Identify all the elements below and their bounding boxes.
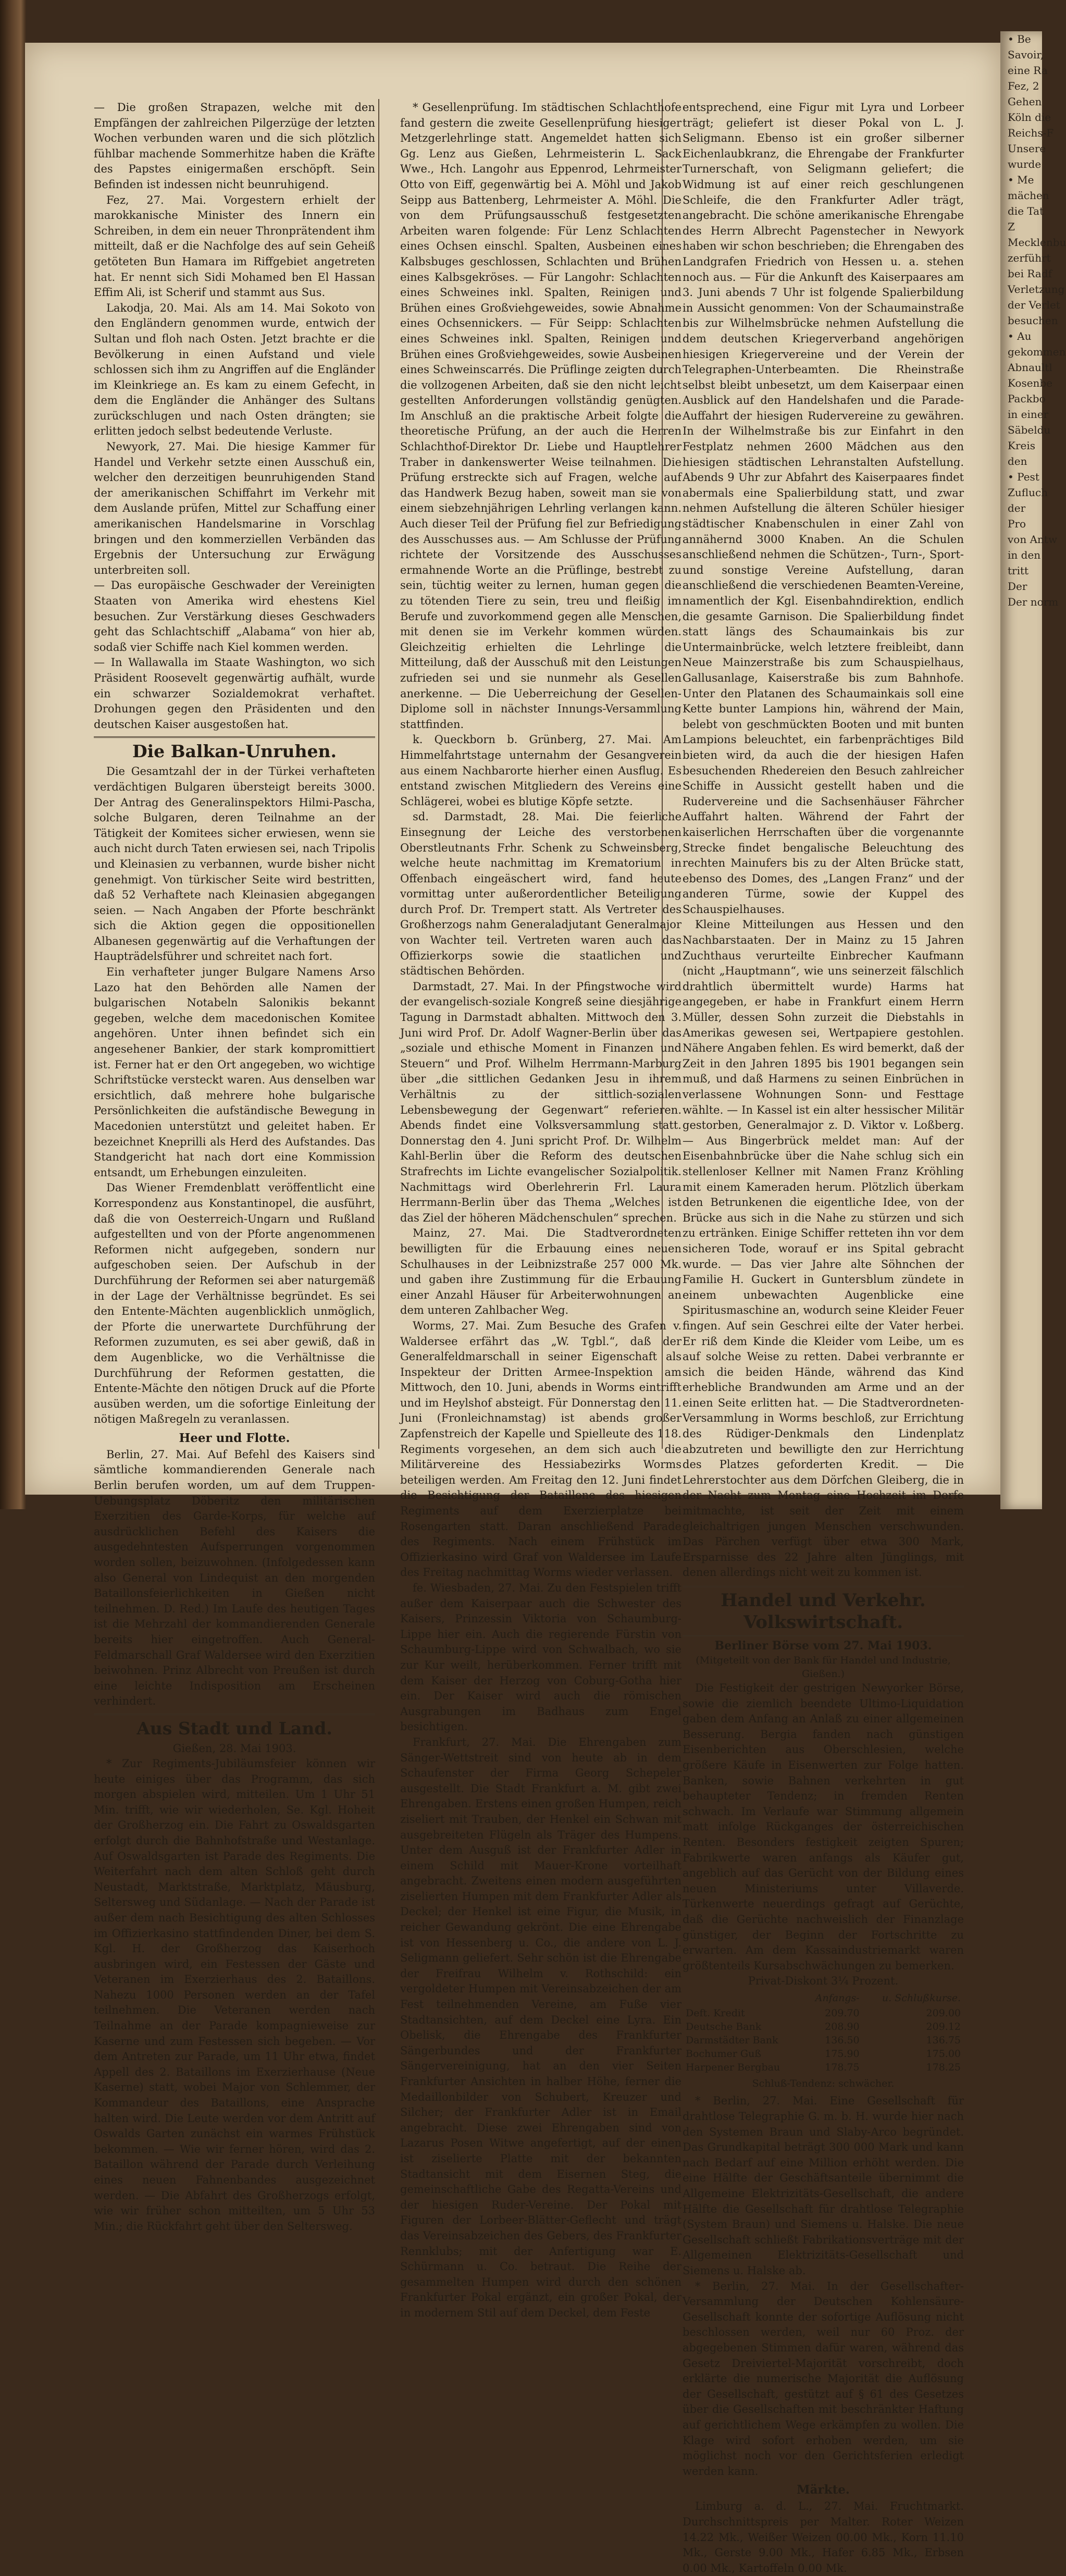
next-page-text-fragment: Savoir,: [1008, 48, 1044, 61]
article-paragraph: Fez, 27. Mai. Vorgestern erhielt der marokkanische Minister des Innern ein Schreiben, in dem ein neuer Thronprätendent ihm mitteilt, daß er die Nachfolge des auf sein Geheiß getöteten Bun Hamara im Riffgebiet angetreten hat. Er nennt sich Sidi Mohamed ben El Hassan Effim Ali, ist Scherif und stammt aus Sus.: [94, 193, 375, 299]
article-paragraph: — Das europäische Geschwader der Vereinigten Staaten von Amerika wird ehestens Kiel besuchen. Zur Verstärkung dieses Geschwaders geht das Schlachtschiff „Alabama“ von hier ab, sodaß vier Schiffe nach Kiel kommen werden.: [94, 579, 375, 654]
next-page-text-fragment: • Me: [1008, 174, 1034, 186]
local-news-dateline: Gießen, 28. Mai 1903.: [172, 1742, 296, 1755]
book-spine: [0, 0, 26, 1509]
opening-price: 178.75: [825, 2061, 860, 2073]
next-page-text-fragment: Mecklenbu: [1008, 236, 1066, 249]
exchange-report-source: (Mitgeteilt von der Bank für Handel und Industrie, Gießen.): [696, 1655, 951, 1680]
article-paragraph: * Zur Regiments-Jubiläumsfeier können wir heute einiges über das Programm, das sich morgen abspielen wird, mitteilen. Um 1 Uhr 51 Min. trifft, wie wir wiederholen, Se. Kgl. Hoheit der Großherzog ein. Die Fahrt zu Oswaldsgarten erfolgt durch die Bahnhofstraße und Westanlage. Auf Oswaldsgarten ist Parade des Regiments. Die Weiterfahrt nach dem alten Schloß geht durch Neustadt, Marktstraße, Marktplatz, Mäusburg, Seltersweg und Südanlage. — Nach der Parade ist außer dem nach Besichtigung des alten Schlosses im Offizierkasino stattfindenden Diner, bei dem S. Kgl. H. der Großherzog das Kaiserhoch ausbringen wird, ein Festessen der Gäste und Veteranen im Exerzierhaus des 2. Bataillons. Nahezu 1000 Personen werden an der Tafel teilnehmen. Die Veteranen werden nach Teilnahme an der Parade kompagnieweise zur Kaserne und zum Festessen sich begeben. — Vor dem Antreten zur Parade, um 11 Uhr etwa, findet Appell des 2. Bataillons im Exerzierhause (Neue Kaserne) statt, wobei Major von Schlemmer, der Kommandeur des Bataillons, eine Ansprache halten wird. Die Leute werden vor dem Antritt auf Oswalds Garten zunächst ein warmes Frühstück bekommen. — Wie wir ferner hören, wird das 2. Bataillon während der Parade durch Verleihung eines neuen Fahnenbandes ausgezeichnet werden. — Die Abfahrt des Großherzogs erfolgt, wie wir früher schon mitteilten, um 5 Uhr 53 Min.; die Rückfahrt geht über den Seltersweg.: [94, 1757, 375, 2233]
next-page-text-fragment: • Pest: [1008, 471, 1039, 483]
next-page-edge: [1000, 31, 1066, 1509]
article-paragraph: * Berlin, 27. Mai. Eine Gesellschaft für drahtlose Telegraphie G. m. b. H. wurde hier nach den Systemen Braun und Slaby-Arco begründet. Das Grundkapital beträgt 300 000 Mark und kann nach Bedarf auf eine Million erhöht werden. Die eine Hälfte der Geschäftsanteile übernimmt die Allgemeine Elektrizitäts-Gesellschaft, die andere Hälfte die Gesellschaft für drahtlose Telegraphie (System Braun) und Siemens u. Halske. Die neue Gesellschaft schließt Fabrikationsverträge mit der Allgemeinen Elektrizitäts-Gesellschaft und Siemens u. Halske ab.: [683, 2094, 964, 2277]
next-page-text-fragment: Z: [1008, 220, 1015, 233]
table-row: [683, 2061, 964, 2074]
article-paragraph: entsprechend, eine Figur mit Lyra und Lorbeer trägt; geliefert ist dieser Pokal von L. J. Seligmann. Ebenso ist ein großer silberner Eichenlaubkranz, die Ehrengabe der Frankfurter Turnerschaft, von Seligmann geliefert; die Widmung ist auf einer reich geschlungenen Schleife, die den Frankfurter Adler trägt, angebracht. Die schöne amerikanische Ehrengabe des Herrn Albrecht Pagenstecher in Newyork haben wir schon beschrieben; die Ehrengaben des Landgrafen Friedrich von Hessen u. a. stehen noch aus. — Für die Ankunft des Kaiserpaares am 3. Juni abends 7 Uhr ist folgende Spalierbildung in Aussicht genommen: Von der Schaumainstraße bis zur Wilhelmsbrücke nehmen Aufstellung die dem deutschen Kriegerverband angehörigen hiesigen Kriegervereine und der Verein der Telegraphen-Unterbeamten. Die Rheinstraße selbst bleibt unbesetzt, um dem Kaiserpaar einen Ausblick auf den Handelshafen und die Parade-Auffahrt der hiesigen Rudervereine zu gewähren. In der Wilhelmstraße bis zur Einfahrt in den Festplatz nehmen 2600 Mädchen aus den hiesigen städtischen Lehranstalten Aufstellung. Abends 9 Uhr zur Abfahrt des Kaiserpaares findet abermals eine Spalierbildung statt, und zwar nehmen Aufstellung die älteren Schüler hiesiger städtischer Knabenschulen in einer Zahl von annähernd 3000 Knaben. An die Schulen anschließend nehmen die Schützen-, Turn-, Sport- und sonstige Vereine Aufstellung, daran anschließend die verschiedenen Beamten-Vereine, namentlich der Kgl. Eisenbahndirektion, endlich die gesamte Garnison. Die Spalierbildung findet statt längs des Schaumainkais bis zur Untermainbrücke, welch letztere freibleibt, dann Neue Mainzerstraße bis zum Schauspielhaus, Gallusanlage, Kaiserstraße bis zum Bahnhofe. Unter den Platanen des Schaumainkais soll eine Kette bunter Lampions hin, während der Main, belebt von geschmückten Booten und mit bunten Lampions beleuchtet, ein farbenprächtiges Bild bieten wird, da auch die der hiesigen Hafen besuchenden Rhedereien den Besuch zahlreicher Schiffe in Aussicht gestellt haben und die Rudervereine und die Sachsenhäuser Fährcher Auffahrt halten. Während der Fahrt der kaiserlichen Herrschaften über die vorgenannte Strecke findet bengalische Beleuchtung des rechten Mainufers bis zu der Alten Brücke statt, ebenso des Domes, des „Langen Franz“ und der anderen Türme, sowie der Kuppel des Schauspielhauses.: [683, 101, 964, 916]
closing-price: 175.00: [926, 2048, 961, 2060]
next-page-text-fragment: bei Radf: [1008, 267, 1052, 280]
article-paragraph: Ein verhafteter junger Bulgare Namens Arso Lazo hat den Behörden alle Namen der bulgarischen Notabeln Salonikis bekannt gegeben, welche dem macedonischen Komitee angehören. Unter ihnen befindet sich ein angesehener Bankier, der stark kompromittiert ist. Ferner hat er den Ort angegeben, wo wichtige Schriftstücke versteckt waren. Aus denselben war ersichtlich, daß mehrere hohe bulgarische Persönlichkeiten die aufständische Bewegung in Macedonien unterstützt und geleitet haben. Er bezeichnet Kneprilli als Herd des Aufstandes. Das Standgericht hat nach dort eine Kommission entsandt, um Erhebungen einzuleiten.: [94, 966, 375, 1179]
article-paragraph: k. Queckborn b. Grünberg, 27. Mai. Am Himmelfahrtstage unternahm der Gesangverein aus einem Nachbarorte hierher einen Ausflug. Es entstand zwischen Mitgliedern des Vereins eine Schlägerei, wobei es blutige Köpfe setzte.: [400, 733, 681, 808]
table-row: [683, 2033, 964, 2047]
article-paragraph: Newyork, 27. Mai. Die hiesige Kammer für Handel und Verkehr setzte einen Ausschuß ein, welcher den derzeitigen beunruhigenden Stand der amerikanischen Schiffahrt im Verkehr mit dem Auslande prüfen, Mittel zur Schaffung einer amerikanischen Handelsmarine in Vorschlag bringen und den kommerziellen Verbänden das Ergebnis der Untersuchung zur Erwägung unterbreiten soll.: [94, 440, 375, 576]
article-paragraph: Darmstadt, 27. Mai. In der Pfingstwoche wird der evangelisch-soziale Kongreß seine diesjährige Tagung in Darmstadt abhalten. Mittwoch den 3. Juni wird Prof. Dr. Adolf Wagner-Berlin über das „soziale und ethische Moment in Finanzen und Steuern“ und Prof. Wilhelm Herrmann-Marburg über „die sittlichen Gedanken Jesu in ihrem Verhältnis zu der sittlich-sozialen Lebensbewegung der Gegenwart“ referieren. Abends findet eine Volksversammlung statt. Donnerstag den 4. Juni spricht Prof. Dr. Wilhelm Kahl-Berlin über die Reform des deutschen Strafrechts im Lichte evangelischer Sozialpolitik. Nachmittags wird Oberlehrerin Frl. Laura Herrmann-Berlin über das Thema „Welches ist das Ziel der höheren Mädchenschulen“ sprechen.: [400, 980, 681, 1224]
next-page-text-fragment: Abnaultl: [1008, 361, 1052, 374]
column-rule: [378, 99, 379, 1449]
next-page-text-fragment: Verletzung: [1008, 283, 1065, 295]
closing-tendency: Schluß-Tendenz: schwächer.: [752, 2077, 895, 2089]
next-page-text-fragment: Kreis: [1008, 439, 1035, 452]
article-paragraph: * Berlin, 27. Mai. In der Gesellschafter-Versammlung der Deutschen Kohlensäure-Gesellschaft konnte der sofortige Auflösung nicht beschlossen werden, weil nur 60 Proz. der abgegebenen Stimmen dafür waren, während das Gesetz Dreiviertel-Majorität vorschreibt, doch erklärte die numerische Majorität die Auflösung der Gesellschaft, gestützt auf § 61 des Gesetzes über die Gesellschaften mit beschränkter Haftung auf gerichtlichem Wege erkämpfen zu wollen. Die Klage wird sofort erhoben werden, um sie möglichst noch vor den Gerichtsferien erledigt werden kann.: [683, 2279, 964, 2478]
next-page-text-fragment: gekommen: [1008, 346, 1066, 358]
article-paragraph: Berlin, 27. Mai. Auf Befehl des Kaisers sind sämtliche kommandierenden Generale nach Berlin berufen worden, um auf dem Truppen-Uebungsplatz Döberitz den militärischen Exerzitien des Garde-Korps, für welche auf ausdrücklichen Befehl des Kaisers die ausgedehntesten Aufsperrungen vorgenommen worden sollen, beizuwohnen. (Infolgedessen kann also General von Lindequist an den morgenden Bataillonsfeierlichkeiten in Gießen nicht teilnehmen. D. Red.) Im Laufe des heutigen Tages ist die Mehrzahl der kommandierenden Generale bereits hier eingetroffen. Auch General-Feldmarschall Graf Waldersee wird den Exerzitien beiwohnen. Prinz Albrecht von Preußen ist durch eine leichte Indisposition am Erscheinen verhindert.: [94, 1448, 375, 1708]
article-paragraph: Mainz, 27. Mai. Die Stadtverordneten bewilligten für die Erbauung eines neuen Schulhauses in der Leibnizstraße 257 000 Mk. und gaben ihre Zustimmung für die Erbauung einer Anzahl Häuser für Arbeiterwohnungen an dem unteren Zahlbacher Weg.: [400, 1227, 681, 1317]
commerce-section-heading: Handel und Verkehr. Volkswirtschaft.: [683, 1586, 964, 1636]
article-paragraph: Die Gesamtzahl der in der Türkei verhafteten verdächtigen Bulgaren übersteigt bereits 3000. Der Antrag des Generalinspektors Hilmi-Pascha, solche Bulgaren, deren Teilnahme an der Tätigkeit der Komitees sicher erwiesen, wenn sie auch nicht durch Taten erwiesen sei, nach Tripolis und Kleinasien zu verbannen, wurde bisher nicht genehmigt. Von türkischer Seite wird bestritten, daß 52 Verhaftete nach Kleinasien abgegangen seien. — Nach Angaben der Pforte beschränkt sich die Aktion gegen die oppositionellen Albanesen gegenwärtig auf die Verhaftungen der Haupträdelsführer und schreitet nach fort.: [94, 765, 375, 963]
closing-price: 209.12: [926, 2020, 961, 2032]
next-page-text-fragment: den: [1008, 455, 1027, 467]
article-paragraph: * Gesellenprüfung. Im städtischen Schlachthofe fand gestern die zweite Gesellenprüfung hiesiger Metzgerlehrlinge statt. Angemeldet hatten sich Gg. Lenz aus Gießen, Lehrmeisterin L. Sack Wwe., Hch. Langohr aus Eppenrod, Lehrmeister Otto von Eiff, gegenwärtig bei A. Möhl und Jakob Seipp aus Battenberg, Lehrmeister A. Möhl. Die von dem Prüfungsausschuß festgesetzten Arbeiten waren folgende: Für Lenz Schlachten eines Ochsen einschl. Spalten, Ausbeinen eines Kalbsbuges geschlossen, Schlachten und Brühen eines Kalbsgekröses. — Für Langohr: Schlachten eines Schweines inkl. Spalten, Reinigen und Brühen eines Großviehgeweides, sowie Abnahme eines Ochsennickers. — Für Seipp: Schlachten eines Schweines inkl. Spalten, Reinigen und Brühen eines Großviehgeweides, sowie Ausbeinen eines Schweinscarrés. Die Prüflinge zeigten durch die vollzogenen Arbeiten, daß sie den nicht leicht gestellten Anforderungen vollständig genügten. Im Anschluß an die praktische Arbeit folgte die theoretische Prüfung, an der auch die Herren Schlachthof-Direktor Dr. Liebe und Hauptlehrer Traber in dankenswerter Weise teilnahmen. Die Prüfung erstreckte sich auf Fragen, welche auf das Handwerk Bezug haben, soweit man sie von einem siebzehnjährigen Lehrling verlangen kann. Auch dieser Teil der Prüfung fiel zur Befriedigung des Ausschusses aus. — Am Schlusse der Prüfung richtete der Vorsitzende des Ausschusses ermahnende Worte an die Prüflinge, bestrebt zu sein, tüchtig weiter zu lernen, human gegen die zu tötenden Tiere zu sein, treu und fleißig im Berufe und zuvorkommend gegen alle Menschen, mit denen sie im Verkehr kommen würden. Gleichzeitig erhielten die Lehrlinge die Mitteilung, daß der Ausschuß mit den Leistungen zufrieden sei und sie nunmehr als Gesellen anerkenne. — Die Ueberreichung der Gesellen-Diplome soll in nächster Innungs-Versammlung stattfinden.: [400, 101, 681, 731]
next-page-text-fragment: Pro: [1008, 517, 1026, 530]
article-paragraph: Frankfurt, 27. Mai. Die Ehrengaben zum Sänger-Wettstreit sind von heute ab in dem Schaufenster der Firma Georg Schepeler ausgestellt. Die Stadt Frankfurt a. M. gibt zwei Ehrengaben. Erstens einen großen Humpen, reich ziseliert mit Trauben, der Henkel ein Schwan mit ausgebreiteten Flügeln als Träger des Humpens. Unter dem Ausguß ist der Frankfurter Adler in einem Schild mit Mauer-Krone vorteilhaft angebracht. Zweitens einen modern ausgeführten ziselierten Humpen mit dem Frankfurter Adler als Deckel; der Henkel ist eine Figur, die Musik, in reicher Gewandung gekrönt. Die eine Ehrengabe ist von Hessenberg u. Co., die andere von L. J. Seligmann geliefert. Sehr schön ist die Ehrengabe der Freifrau Wilhelm v. Rothschild: ein vergoldeter Humpen mit Vereinsabzeichen der am Fest teilnehmenden Vereine, am Fuße vier Stadtansichten, auf dem Deckel eine Lyra. Ein Obelisk, die Ehrengabe des Frankfurter Sängerbundes und der Frankfurter Sängervereinigung, hat an den vier Seiten Frankfurter Ansichten in halber Höhe, ferner die Medaillonbilder von Schubert, Kreuzer und Silcher; der Frankfurter Adler ist in Email angebracht. Diese zwei Ehrengaben sind von Lazarus Posen Witwe angefertigt, auf der einen ist ziselierte Platte mit der bekannten Stadtansicht mit dem Eisernen Steg, die gemeinschaftliche Gabe des Regatta-Vereins und der hiesigen Ruder-Vereine. Der Pokal mit Figuren der Lorbeer-Blätter-Geflecht und trägt das Vereinsabzeichen des Gebers, des Frankfurter Rennklubs; mit der Anfertigung war E. Schürmann u. Co. betraut. Die Reihe der gesammelten Humpen wird durch den schönen Frankfurter Pokal ergänzt, ein großer Pokal, der in modernem Stil auf dem Deckel, dem Feste: [400, 1735, 681, 2319]
next-page-text-fragment: Zufluch: [1008, 486, 1048, 499]
table-header-row: [683, 1991, 964, 2006]
stock-price-table: [683, 1991, 964, 2074]
stock-name: Harpener Bergbau: [686, 2061, 780, 2073]
next-page-text-fragment: die Tat: [1008, 205, 1044, 217]
next-page-text-fragment: • Be: [1008, 33, 1031, 45]
opening-price: 136.50: [825, 2034, 860, 2046]
article-paragraph: sd. Darmstadt, 28. Mai. Die feierliche Einsegnung der Leiche des verstorbenen Oberstleutnants Frhr. Schenk zu Schweinsberg, welche heute nachmittag im Krematorium in Offenbach eingeäschert wird, fand heute vormittag unter außerordentlicher Beteiligung durch Prof. Dr. Trempert statt. Als Vertreter des Großherzogs nahm Generaladjutant Generalmajor von Wachter teil. Vertreten waren auch das Offizierkorps sowie die staatlichen und städtischen Behörden.: [400, 810, 681, 978]
next-page-text-fragment: besuchen: [1008, 314, 1058, 327]
table-row: [683, 2006, 964, 2020]
next-page-text-fragment: tritt: [1008, 564, 1029, 577]
next-page-text-fragment: von Antw: [1008, 533, 1058, 546]
article-paragraph: — Die großen Strapazen, welche mit den Empfängen der zahlreichen Pilgerzüge der letzten Wochen verbunden waren und die sich plötzlich fühlbar machende Sommerhitze haben die Kräfte des Papstes einigermaßen erschöpft. Sein Befinden ist indessen nicht beunruhigend.: [94, 101, 375, 191]
opening-price: 209.70: [825, 2007, 860, 2019]
next-page-text-fragment: der: [1008, 502, 1026, 514]
next-page-text-fragment: Unsere: [1008, 142, 1046, 155]
next-page-text-fragment: • Au: [1008, 330, 1032, 342]
table-row: [683, 2047, 964, 2061]
discount-rate: Privat-Diskont 3¼ Prozent.: [748, 1975, 899, 1988]
closing-price: 178.25: [926, 2061, 961, 2073]
balkan-section-heading: Die Balkan-Unruhen.: [94, 736, 375, 762]
article-paragraph: Das Wiener Fremdenblatt veröffentlicht eine Korrespondenz aus Konstantinopel, die ausführt, daß die von Oesterreich-Ungarn und Rußland aufgestellten und von der Pforte angenommenen Reformen nicht aufgegeben, sondern nur aufgeschoben seien. Der Aufschub in der Durchführung der Reformen sei aber naturgemäß in der Lage der Verhältnisse begründet. Es sei den Entente-Mächten augenblicklich unmöglich, der Pforte die unerwartete Durchführung der Reformen zuzumuten, es sei aber gewiß, daß in dem Augenblicke, wo die Verhältnisse die Durchführung der Reformen gestatten, die Entente-Mächte den nötigen Druck auf die Pforte ausüben werden, um die sofortige Einleitung der nötigen Maßregeln zu veranlassen.: [94, 1181, 375, 1426]
table-row: [683, 2020, 964, 2033]
table-header-cell: u. Schlußkurse.: [882, 1992, 961, 2004]
article-paragraph: Worms, 27. Mai. Zum Besuche des Grafen v. Waldersee erfährt das „W. Tgbl.“, daß der Generalfeldmarschall in seiner Eigenschaft als Inspekteur der Dritten Armee-Inspektion am Mittwoch, den 10. Juni, abends in Worms eintrifft und im Heylshof absteigt. Für Donnerstag den 11. Juni (Fronleichnamstag) ist abends großer Zapfenstreich der Kapelle und Spielleute des 118. Regiments vorgesehen, an dem sich auch die Militärvereine des Hessiabezirks Worms beteiligen werden. Am Freitag den 12. Juni findet die Besichtigung der Bataillone des hiesigen Regiments auf dem Exerzierplatze bei Rosengarten statt. Daran anschließend Parade des Regiments. Nach einem Frühstück im Offizierkasino wird Graf von Waldersee im Laufe des Freitag nachmittag Worms wieder verlassen.: [400, 1319, 681, 1579]
exchange-report-title: Berliner Börse vom 27. Mai 1903.: [714, 1639, 932, 1653]
next-page-text-fragment: Gehen: [1008, 95, 1042, 108]
article-paragraph: Die Festigkeit der gestrigen Newyorker Börse, sowie die ziemlich beendete Ultimo-Liquidation gaben dem Anfang an Anlaß zu einer allgemeinen Besserung. Bergia fanden nach günstigen Eisenberichten aus Oberschlesien, welche größere Käufe in Eisenwerten zur Folge hatten. Banken, sowie Bahnen verkehrten in gut behaupteter Tendenz; in fremden Renten schwach. Im Verlaufe war Stimmung allgemein matt infolge Rückganges der österreichischen Renten. Besonders festigkeit zeigten Spuren; Fabrikwerte waren anfangs als Käufer gut, angeblich auf das Gerücht von der Bildung eines neuen Ministeriums unter Villaverde. Türkenwerte neuerdings gefragt auf Gerüchte, daß die Gerüchte nachweislich der Finanzlage günstiger, der Beginn der Fortschritte zu erwarten. Am dem Kassaindustriemarkt waren größtenteils Kursabschwächungen zu bemerken.: [683, 1682, 964, 1972]
closing-price: 209.00: [926, 2007, 961, 2019]
next-page-text-fragment: mächen: [1008, 189, 1049, 202]
column-one: [94, 100, 375, 2233]
next-page-text-fragment: in einer: [1008, 408, 1049, 421]
article-paragraph: Kleine Mitteilungen aus Hessen und den Nachbarstaaten. Der in Mainz zu 15 Jahren Zuchthaus verurteilte Einbrecher Kaufmann (nicht „Hauptmann“, wie uns seinerzeit fälschlich drahtlich übermittelt wurde) Harms hat angegeben, er habe in Frankfurt einem Herrn Müller, dessen Sohn zurzeit die Diebstahls in Amerikas gewesen sei, Wertpapiere gestohlen. Nähere Angaben fehlen. Es wird bemerkt, daß der Zeit in den Jahren 1895 bis 1901 begangen sein muß, und daß Harmens zu seinen Einbrüchen in verlassene Wohnungen Sonn- und Festtage wählte. — In Kassel ist ein alter hessischer Militär gestorben, Generalmajor z. D. Viktor v. Loßberg. — Aus Bingerbrück meldet man: Auf der Eisenbahnbrücke über die Nahe schlug sich ein stellenloser Kellner mit Namen Franz Kröhling mit einem Kameraden herum. Plötzlich überkam den Betrunkenen die eigentliche Idee, von der Brücke aus sich in die Nahe zu stürzen und sich zu ertränken. Einige Schiffer retteten ihn vor dem sicheren Tode, worauf er ins Spital gebracht wurde. — Das vier Jahre alte Söhnchen der Familie H. Guckert in Guntersblum zündete in einem unbewachten Augenblicke eine Spiritusmaschine an, wodurch seine Kleider Feuer fingen. Auf sein Geschrei eilte der Vater herbei. Er riß dem Kinde die Kleider vom Leibe, um es auf solche Weise zu retten. Dabei verbrannte er sich die beiden Hände, während das Kind erhebliche Brandwunden am Arme und an der einen Seite erlitten hat. — Die Stadtverordneten-Versammlung in Worms beschloß, zur Errichtung des Rüdiger-Denkmals den Lindenplatz abzutreten und bewilligte den zur Herrichtung des Platzes geforderten Kredit. — Die Lehrerstochter aus dem Dörfchen Gleiberg, die in der Nacht zum Montag eine Hochzeit im Dorfe mitmachte, ist seit der Zeit mit einem gleichaltrigen jungen Menschen verschwunden. Das Pärchen verfügt über etwa 300 Mark, Ersparnisse des 22 Jahre alten Jünglings, mit denen allerdings nicht weit zu kommen ist.: [683, 918, 964, 1579]
next-page-text-fragment: Fez, 2: [1008, 80, 1039, 92]
local-news-heading: Aus Stadt und Land.: [94, 1714, 375, 1739]
stock-name: Deutsche Bank: [686, 2020, 762, 2032]
next-page-text-fragment: wurde: [1008, 158, 1042, 170]
next-page-text-fragment: Packbo: [1008, 392, 1046, 405]
next-page-text-fragment: Der norm: [1008, 596, 1059, 608]
next-page-text-fragment: zerführt: [1008, 252, 1051, 264]
article-paragraph: Lakodja, 20. Mai. Als am 14. Mai Sokoto von den Engländern genommen wurde, entwich der Sultan und floh nach Osten. Jetzt brachte er die Bevölkerung in einen Aufstand und viele schlossen sich ihm zu Angriffen auf die Engländer im Kleinkriege an. Es kam zu einem Gefecht, in dem die Engländer die Anhänger des Sultans zurückschlugen und nach Osten drängten; sie erlitten jedoch selbst bedeutende Verluste.: [94, 301, 375, 438]
table-header-cell: Anfangs-: [815, 1992, 860, 2004]
next-page-text-fragment: Köln die: [1008, 111, 1051, 124]
stock-name: Deft. Kredit: [686, 2007, 745, 2019]
next-page-text-fragment: in den: [1008, 549, 1041, 561]
next-page-text-fragment: Reichs-F: [1008, 127, 1054, 139]
opening-price: 175.90: [825, 2048, 860, 2060]
next-page-text-fragment: Der: [1008, 580, 1027, 593]
next-page-text-fragment: eine Ra: [1008, 64, 1048, 77]
newspaper-page: [25, 43, 1000, 2574]
next-page-text-fragment: der Verlet: [1008, 299, 1060, 311]
column-two: [400, 100, 681, 2319]
table-header-cell: [683, 1991, 802, 2006]
next-page-text-fragment: Kosenbe: [1008, 377, 1053, 389]
opening-price: 208.90: [825, 2020, 860, 2032]
stock-name: Darmstädter Bank: [686, 2034, 778, 2046]
markets-heading: Märkte.: [797, 2483, 850, 2497]
army-section-heading: Heer und Flotte.: [179, 1431, 290, 1445]
article-paragraph: Limburg a. d. L., 27. Mai. Fruchtmarkt. Durchschnittspreis per Malter. Roter Weizen 14.22 Mk., Weißer Weizen 00.00 Mk., Korn 11.10 Mk., Gerste 9.00 Mk., Hafer 6.85 Mk., Erbsen 0.00 Mk., Kartoffeln 0.00 Mk.: [683, 2500, 964, 2574]
article-paragraph: fe. Wiesbaden, 27. Mai. Zu den Festspielen trifft außer dem Kaiserpaar auch die Schwester des Kaisers, Prinzessin Viktoria von Schaumburg-Lippe hier ein. Auch die regierende Fürstin von Schaumburg-Lippe wird von Schwalbach, wo sie zur Kur weilt, herüberkommen. Ferner trifft mit dem Kaiser der Herzog von Coburg-Gotha hier ein. Der Kaiser wird auch die römischen Ausgrabungen im Badhaus zum Engel besichtigen.: [400, 1582, 681, 1733]
column-three: [683, 100, 964, 2574]
next-page-text-fragment: Säbeldu: [1008, 424, 1051, 436]
closing-price: 136.75: [926, 2034, 961, 2046]
stock-name: Bochumer Guß: [686, 2048, 762, 2060]
article-paragraph: — In Wallawalla im Staate Washington, wo sich Präsident Roosevelt gegenwärtig aufhält, wurde ein schwarzer Sozialdemokrat verhaftet. Drohungen gegen den Präsidenten und den deutschen Kaiser ausgestoßen hat.: [94, 656, 375, 731]
